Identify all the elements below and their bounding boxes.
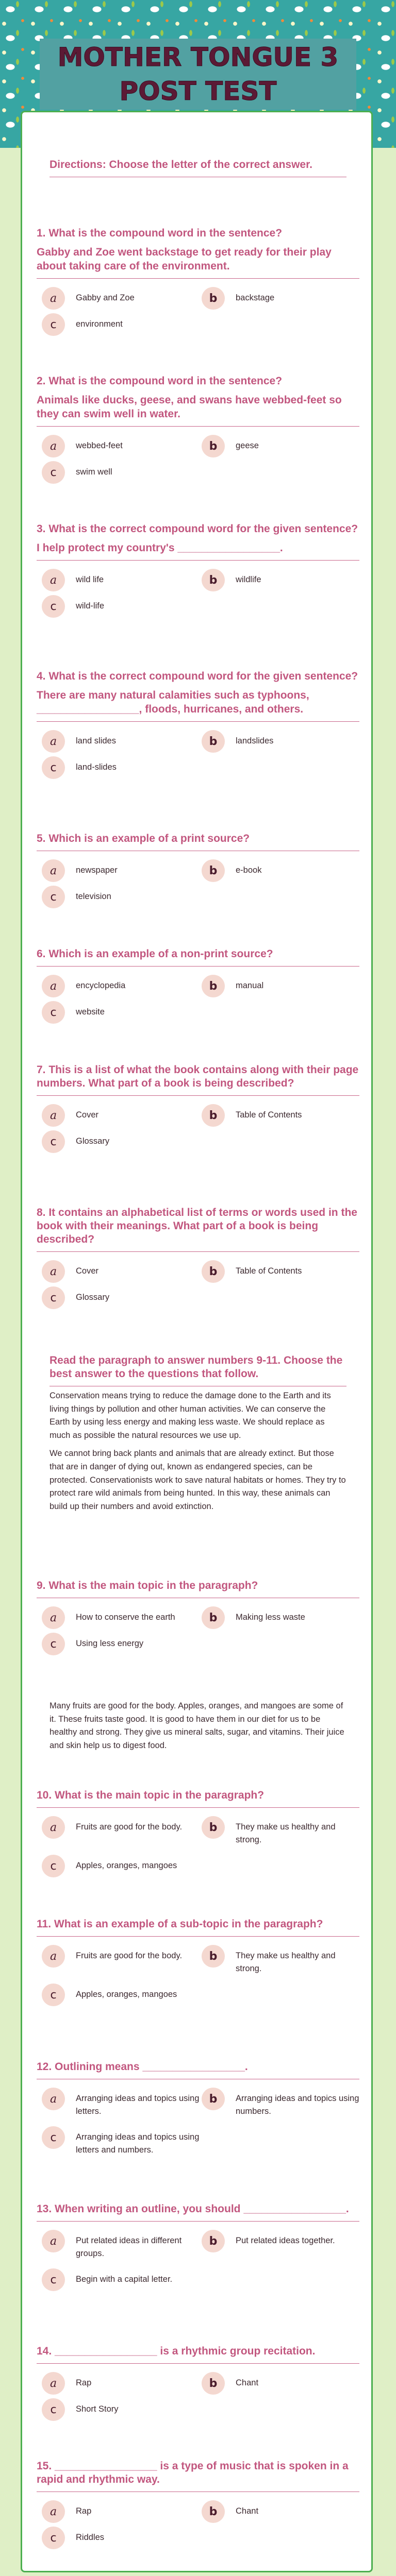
answer-options (42, 569, 359, 618)
divider (37, 2363, 359, 2364)
question-15 (37, 2460, 359, 2549)
option-letter-a-badge: a (42, 975, 65, 997)
divider (37, 1936, 359, 1937)
passage-paragraph: We cannot bring back plants and animals that are already extinct. But those that are in danger of dying out, known as endangered species, can be protected. Conservationists work to save natural habitats or homes. They try to protect rare wild animals from being hunted. In this way, these animals can build up their numbers and avoid extinction. (50, 1449, 346, 1511)
option-text: Put related ideas together. (236, 2236, 335, 2245)
question-title: 5. Which is an example of a print source? (37, 833, 250, 844)
option-text: Riddles (76, 2533, 105, 2542)
question-sentence: Gabby and Zoe went backstage to get ready for their play about taking care of the environment. (37, 246, 332, 272)
option-text: swim well (76, 467, 112, 477)
divider (37, 1251, 359, 1252)
answer-option-a[interactable] (42, 2500, 202, 2523)
question-title: 3. What is the correct compound word for the given sentence? (37, 523, 358, 535)
question-title: 6. Which is an example of a non-print source? (37, 948, 273, 960)
option-letter-b-badge: b (202, 569, 225, 591)
title-banner (40, 39, 356, 110)
question-8 (37, 1206, 359, 1309)
option-letter-b-badge: b (202, 975, 225, 997)
option-text: manual (236, 981, 264, 990)
question-14 (37, 2345, 359, 2421)
option-text: landslides (236, 736, 274, 745)
answer-options (42, 435, 359, 484)
question-title: 7. This is a list of what the book contains along with their page numbers. What part of a book is being described? (37, 1064, 359, 1089)
option-text: Put related ideas in different groups. (76, 2236, 182, 2258)
option-letter-a-badge: a (42, 287, 65, 310)
answer-option-b[interactable] (202, 975, 359, 997)
option-letter-c-badge: c (42, 595, 65, 618)
option-text: Short Story (76, 2404, 119, 2414)
answer-option-b[interactable] (202, 730, 359, 753)
option-letter-c-badge: c (42, 756, 65, 779)
question-4 (37, 670, 359, 779)
option-text: geese (236, 441, 259, 450)
answer-options (42, 859, 359, 908)
option-text: wild life (76, 575, 104, 584)
question-title: 8. It contains an alphabetical list of terms or words used in the book with their meanings. What part of a book is being described? (37, 1207, 357, 1245)
question-title: 4. What is the correct compound word for the given sentence? (37, 670, 358, 682)
option-text: Begin with a capital letter. (76, 2275, 173, 2284)
answer-option-a[interactable] (42, 1606, 202, 1629)
option-text: Arranging ideas and topics using letters. (76, 2094, 200, 2116)
answer-option-a[interactable] (42, 435, 202, 457)
question-2 (37, 375, 359, 484)
answer-option-b[interactable] (202, 2230, 359, 2265)
option-text: environment (76, 319, 123, 329)
divider (37, 2221, 359, 2222)
option-letter-b-badge: b (202, 2372, 225, 2395)
option-letter-a-badge: a (42, 2372, 65, 2395)
answer-option-a[interactable] (42, 2230, 202, 2265)
answer-option-a[interactable] (42, 1260, 202, 1283)
option-text: encyclopedia (76, 981, 126, 990)
answer-options (42, 287, 359, 336)
answer-options (42, 2500, 359, 2549)
reading-passage-2 (50, 1700, 346, 1752)
option-letter-a-badge: a (42, 2088, 65, 2110)
option-letter-b-badge: b (202, 2500, 225, 2523)
answer-option-a[interactable] (42, 975, 202, 997)
answer-option-c[interactable] (42, 1633, 202, 1655)
option-letter-c-badge: c (42, 1001, 65, 1024)
option-text: wildlife (236, 575, 261, 584)
question-title: 10. What is the main topic in the paragraph? (37, 1789, 265, 1801)
option-text: Fruits are good for the body. (76, 1822, 183, 1832)
option-text: Cover (76, 1266, 99, 1276)
divider (37, 966, 359, 967)
answer-option-c[interactable] (42, 1855, 202, 1877)
answer-option-a[interactable] (42, 1816, 202, 1851)
answer-options (42, 1606, 359, 1655)
option-text: backstage (236, 293, 275, 302)
option-text: Cover (76, 1110, 99, 1120)
option-letter-c-badge: c (42, 1633, 65, 1655)
option-letter-b-badge: b (202, 859, 225, 882)
answer-option-a[interactable] (42, 1945, 202, 1980)
answer-option-b[interactable] (202, 859, 359, 882)
question-13 (37, 2202, 359, 2291)
option-text: Apples, oranges, mangoes (76, 1861, 177, 1870)
option-text: newspaper (76, 866, 118, 875)
option-text: Using less energy (76, 1639, 144, 1648)
answer-option-c[interactable] (42, 595, 202, 618)
question-12 (37, 2060, 359, 2161)
page-title: MOTHER TONGUE 3 POST TEST (57, 42, 339, 106)
option-text: Fruits are good for the body. (76, 1951, 183, 1960)
option-letter-b-badge: b (202, 1260, 225, 1283)
directions-text: Directions: Choose the letter of the correct answer. (50, 159, 312, 171)
divider (37, 560, 359, 561)
divider (37, 1807, 359, 1808)
answer-option-b[interactable] (202, 2088, 359, 2123)
answer-option-c[interactable] (42, 1001, 202, 1024)
option-letter-a-badge: a (42, 1260, 65, 1283)
option-letter-a-badge: a (42, 569, 65, 591)
answer-option-b[interactable] (202, 1606, 359, 1629)
option-letter-c-badge: c (42, 2126, 65, 2149)
answer-option-c[interactable] (42, 461, 202, 484)
answer-option-b[interactable] (202, 2500, 359, 2523)
answer-option-c[interactable] (42, 2398, 202, 2421)
answer-option-b[interactable] (202, 287, 359, 310)
option-letter-a-badge: a (42, 2230, 65, 2252)
option-text: How to conserve the earth (76, 1613, 175, 1622)
answer-option-c[interactable] (42, 1130, 202, 1153)
option-letter-a-badge: a (42, 1945, 65, 1968)
answer-option-a[interactable] (42, 859, 202, 882)
option-text: Making less waste (236, 1613, 305, 1622)
answer-option-b[interactable] (202, 1945, 359, 1980)
option-text: They make us healthy and strong. (236, 1951, 336, 1973)
question-title: 11. What is an example of a sub-topic in the paragraph? (37, 1918, 323, 1930)
option-letter-b-badge: b (202, 287, 225, 310)
answer-option-a[interactable] (42, 730, 202, 753)
option-text: Gabby and Zoe (76, 293, 135, 302)
option-text: Table of Contents (236, 1110, 302, 1120)
option-letter-c-badge: c (42, 1855, 65, 1877)
option-letter-a-badge: a (42, 730, 65, 753)
option-letter-c-badge: c (42, 1984, 65, 2006)
divider (37, 426, 359, 427)
option-letter-c-badge: c (42, 2398, 65, 2421)
question-title: 1. What is the compound word in the sentence? (37, 227, 283, 239)
reading-passage-1 (50, 1354, 346, 1513)
question-11 (37, 1918, 359, 2006)
answer-options (42, 730, 359, 779)
answer-option-c[interactable] (42, 2527, 202, 2549)
option-letter-b-badge: b (202, 1816, 225, 1839)
question-title: 12. Outlining means _________________. (37, 2061, 248, 2073)
option-text: Glossary (76, 1137, 110, 1146)
answer-options (42, 975, 359, 1024)
option-letter-b-badge: b (202, 730, 225, 753)
option-letter-b-badge: b (202, 2088, 225, 2110)
option-text: Chant (236, 2378, 259, 2387)
question-6 (37, 947, 359, 1024)
option-letter-a-badge: a (42, 859, 65, 882)
passage-heading: Read the paragraph to answer numbers 9-11. Choose the best answer to the questions that follow. (50, 1354, 343, 1380)
option-letter-c-badge: c (42, 313, 65, 336)
divider (37, 1095, 359, 1096)
answer-options (42, 1260, 359, 1309)
answer-option-a[interactable] (42, 2088, 202, 2123)
option-text: television (76, 892, 111, 901)
answer-option-b[interactable] (202, 1816, 359, 1851)
option-letter-a-badge: a (42, 435, 65, 457)
answer-option-a[interactable] (42, 287, 202, 310)
answer-option-c[interactable] (42, 1286, 202, 1309)
question-title: 15. _________________ is a type of music that is spoken in a rapid and rhythmic way. (37, 2460, 349, 2485)
option-letter-b-badge: b (202, 1104, 225, 1127)
option-letter-c-badge: c (42, 1130, 65, 1153)
option-text: Rap (76, 2506, 92, 2516)
question-sentence: Animals like ducks, geese, and swans have webbed-feet so they can swim well in water. (37, 394, 342, 420)
option-text: land slides (76, 736, 116, 745)
question-1 (37, 227, 359, 336)
option-letter-c-badge: c (42, 1286, 65, 1309)
option-text: They make us healthy and strong. (236, 1822, 336, 1844)
divider (37, 721, 359, 722)
answer-option-c[interactable] (42, 313, 202, 336)
option-text: webbed-feet (76, 441, 123, 450)
option-letter-a-badge: a (42, 1606, 65, 1629)
question-7 (37, 1063, 359, 1153)
option-text: Glossary (76, 1293, 110, 1302)
option-letter-b-badge: b (202, 1606, 225, 1629)
answer-option-c[interactable] (42, 886, 202, 908)
answer-option-b[interactable] (202, 569, 359, 591)
option-text: Apples, oranges, mangoes (76, 1990, 177, 1999)
option-letter-b-badge: b (202, 1945, 225, 1968)
option-text: Table of Contents (236, 1266, 302, 1276)
option-letter-a-badge: a (42, 2500, 65, 2523)
option-letter-a-badge: a (42, 1816, 65, 1839)
answer-options (42, 2088, 359, 2161)
answer-options (42, 1816, 359, 1877)
option-text: wild-life (76, 601, 105, 611)
option-text: Arranging ideas and topics using letters and numbers. (76, 2132, 200, 2155)
answer-options (42, 2230, 359, 2291)
option-letter-b-badge: b (202, 435, 225, 457)
answer-option-c[interactable] (42, 2126, 202, 2161)
directions-block (50, 158, 346, 177)
question-title: 13. When writing an outline, you should _________________. (37, 2203, 349, 2215)
option-letter-c-badge: c (42, 461, 65, 484)
answer-option-c[interactable] (42, 756, 202, 779)
answer-option-a[interactable] (42, 2372, 202, 2395)
question-3 (37, 522, 359, 618)
answer-option-b[interactable] (202, 1104, 359, 1127)
option-letter-c-badge: c (42, 2268, 65, 2291)
answer-options (42, 2372, 359, 2421)
passage-paragraph: Conservation means trying to reduce the damage done to the Earth and its living things by pollution and other human activities. We can conserve the Earth by using less energy and making less waste. We should replace as much as possible the natural resources we use up. (50, 1391, 331, 1440)
answer-options (42, 1104, 359, 1153)
question-title: 14. _________________ is a rhythmic group recitation. (37, 2345, 316, 2357)
question-title: 9. What is the main topic in the paragraph? (37, 1580, 258, 1591)
answer-option-b[interactable] (202, 2372, 359, 2395)
option-text: e-book (236, 866, 262, 875)
question-9 (37, 1579, 359, 1655)
question-title: 2. What is the compound word in the sentence? (37, 375, 283, 387)
option-letter-b-badge: b (202, 2230, 225, 2252)
option-letter-c-badge: c (42, 2527, 65, 2549)
question-10 (37, 1789, 359, 1877)
question-sentence: There are many natural calamities such as typhoons, _________________, floods, hurricanes, and others. (37, 689, 309, 715)
answer-option-c[interactable] (42, 1984, 202, 2006)
answer-options (42, 1945, 359, 2006)
option-text: Rap (76, 2378, 92, 2387)
option-letter-c-badge: c (42, 886, 65, 908)
question-sentence: I help protect my country's _________________. (37, 542, 283, 554)
question-5 (37, 832, 359, 908)
option-text: land-slides (76, 762, 117, 772)
answer-option-b[interactable] (202, 1260, 359, 1283)
option-letter-a-badge: a (42, 1104, 65, 1127)
option-text: website (76, 1007, 105, 1016)
option-text: Chant (236, 2506, 259, 2516)
option-text: Arranging ideas and topics using numbers. (236, 2094, 359, 2116)
answer-option-c[interactable] (42, 2268, 202, 2291)
answer-option-a[interactable] (42, 569, 202, 591)
answer-option-a[interactable] (42, 1104, 202, 1127)
divider (37, 278, 359, 279)
answer-option-b[interactable] (202, 435, 359, 457)
passage-paragraph: Many fruits are good for the body. Apples, oranges, and mangoes are some of it. These fruits taste good. It is good to have them in our diet for us to be healthy and strong. They give us mineral salts, sugar, and vitamins. Their juice and skin help us to digest food. (50, 1701, 344, 1750)
